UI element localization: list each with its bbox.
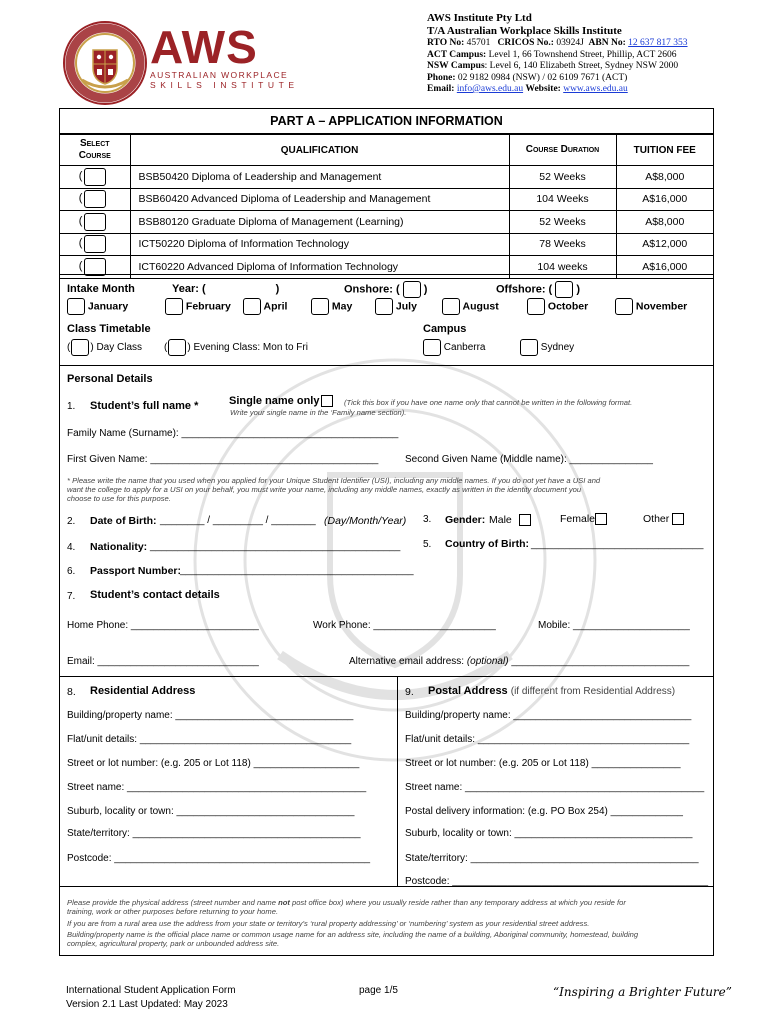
residential-field[interactable]: Street or lot number: (e.g. 205 or Lot 118) ___________________: [67, 758, 360, 769]
month-checkbox[interactable]: [165, 298, 183, 315]
month-label: May: [331, 300, 353, 313]
duration-header: Course Duration: [509, 135, 616, 166]
home-phone-field[interactable]: Home Phone: _______________________: [67, 620, 259, 631]
single-name-label: Single name only: [229, 395, 320, 407]
month-checkbox[interactable]: [527, 298, 545, 315]
female-label: Female: [560, 513, 596, 525]
intake-separator-top: [60, 274, 713, 275]
month-option-april[interactable]: [243, 298, 287, 315]
canberra-checkbox[interactable]: [423, 339, 441, 356]
slogan: “Inspiring a Brighter Future”: [553, 985, 732, 999]
course-select-checkbox[interactable]: [84, 190, 106, 208]
day-class-checkbox[interactable]: [71, 339, 89, 356]
day-class-label: ) Day Class: [90, 342, 143, 354]
select-header-line2: Course: [78, 150, 111, 161]
canberra-option[interactable]: [423, 339, 485, 356]
select-header-line1: Select: [79, 138, 110, 149]
course-select-checkbox[interactable]: [84, 168, 106, 186]
personal-details-heading: Personal Details: [67, 373, 153, 385]
postal-title: Postal Address: [428, 685, 508, 697]
gender-male-option[interactable]: [489, 514, 531, 526]
fee-header: TUITION FEE: [616, 135, 713, 166]
rto-value: 45701: [466, 38, 491, 48]
notes-separator: [60, 886, 713, 887]
q4-number: 4.: [67, 542, 76, 553]
course-duration: 52 Weeks: [509, 166, 616, 189]
usi-note-1: * Please write the name that you used when you applied for your Unique Student Identifier (USI), including any middle names. If you do not yet have a USI and: [67, 476, 601, 485]
org-registration: [427, 38, 688, 50]
onshore-close: ): [423, 283, 428, 296]
first-given-name-field[interactable]: First Given Name: _________________________________________: [67, 454, 379, 465]
form-name: International Student Application Form: [66, 985, 236, 996]
course-fee: A$16,000: [616, 256, 713, 279]
other-label: Other: [643, 513, 670, 525]
select-course-header: [60, 135, 130, 166]
application-form-frame: [59, 108, 714, 956]
postal-address-heading: [428, 685, 675, 697]
offshore-option[interactable]: [496, 281, 580, 298]
other-checkbox[interactable]: [672, 513, 684, 525]
abn-label: ABN No:: [588, 38, 626, 48]
postal-number: 9.: [405, 686, 414, 698]
month-option-november[interactable]: [615, 298, 687, 315]
month-checkbox[interactable]: [243, 298, 261, 315]
evening-class-option[interactable]: ( ) Evening Class: Mon to Fri: [164, 339, 308, 356]
course-qualification: ICT60220 Advanced Diploma of Information Technology: [130, 256, 509, 279]
offshore-close: ): [576, 283, 581, 296]
month-label: November: [635, 300, 688, 313]
intake-month-label: Intake Month: [67, 283, 135, 295]
evening-class-checkbox[interactable]: [168, 339, 186, 356]
personal-separator: [60, 365, 713, 366]
course-qualification: BSB50420 Diploma of Leadership and Management: [130, 166, 509, 189]
nationality-label: Nationality:: [90, 541, 148, 553]
form-version: Version 2.1 Last Updated: May 2023: [66, 999, 228, 1010]
sydney-label: Sydney: [540, 342, 575, 354]
month-label: August: [462, 300, 499, 313]
address-note-2: training, work or other purposes before returning to your home.: [67, 907, 279, 916]
month-label: July: [395, 300, 417, 313]
male-checkbox[interactable]: [519, 514, 531, 526]
org-act-campus: [427, 50, 688, 62]
act-label: ACT Campus:: [427, 49, 487, 60]
evening-class-label: ) Evening Class: Mon to Fri: [187, 342, 308, 354]
postal-field[interactable]: Postcode: ______________________________________________: [405, 876, 709, 887]
postal-field[interactable]: State/territory: _________________________________________: [405, 853, 699, 864]
canberra-label: Canberra: [443, 342, 486, 354]
q1-number: 1.: [67, 401, 76, 412]
website-label: Website:: [525, 84, 561, 94]
month-label: October: [547, 300, 589, 313]
brand-name: AWS: [150, 21, 258, 73]
residential-field[interactable]: State/territory: _________________________________________: [67, 828, 361, 839]
month-option-october[interactable]: [527, 298, 588, 315]
postal-field[interactable]: Building/property name: ________________________________: [405, 710, 692, 721]
address-note-3: If you are from a rural area use the address from your state or territory’s ‘rural property addressing’ or ‘numbering’ system as your residential street address.: [67, 919, 590, 928]
month-option-august[interactable]: [442, 298, 499, 315]
usi-note-3: choose to use for this purpose.: [67, 494, 171, 503]
single-name-checkbox[interactable]: [321, 395, 333, 407]
nationality-field[interactable]: _____________________________________________: [150, 541, 401, 552]
course-duration: 104 Weeks: [509, 188, 616, 211]
course-fee: A$8,000: [616, 211, 713, 234]
alt-email-optional: (optional): [466, 656, 509, 667]
course-select-cell[interactable]: [60, 211, 130, 234]
org-name: AWS Institute Pty Ltd: [427, 12, 532, 24]
course-duration: 78 Weeks: [509, 233, 616, 256]
brand-subtitle-line2: SKILLS INSTITUTE: [150, 80, 299, 90]
offshore-label: Offshore: (: [496, 283, 553, 296]
course-qualification: BSB60420 Advanced Diploma of Leadership and Management: [130, 188, 509, 211]
residential-field[interactable]: Postcode: ______________________________________________: [67, 853, 371, 864]
month-checkbox[interactable]: [375, 298, 393, 315]
sydney-option[interactable]: [520, 339, 574, 356]
cricos-value: 03924J: [556, 38, 584, 48]
single-name-note-2: Write your single name in the ‘Family name section).: [230, 408, 407, 417]
dob-format: (Day/Month/Year): [324, 515, 407, 527]
nsw-address: : Level 6, 140 Elizabeth Street, Sydney NSW 2000: [484, 61, 679, 71]
org-phone: [427, 73, 688, 85]
course-row[interactable]: [60, 211, 713, 234]
onshore-option[interactable]: [344, 281, 427, 298]
month-checkbox[interactable]: [442, 298, 460, 315]
year-label: [172, 283, 279, 295]
page-number: page 1/5: [359, 985, 398, 996]
address-note-1: [67, 898, 626, 907]
address-note-1c: post office box) where you usually reside rather than any temporary address at which you reside for: [289, 898, 626, 907]
residential-number: 8.: [67, 686, 76, 698]
offshore-checkbox[interactable]: [555, 281, 573, 298]
postal-field[interactable]: Street or lot number: (e.g. 205 or Lot 118) ________________: [405, 758, 681, 769]
male-label: Male: [489, 514, 512, 526]
second-given-name-field[interactable]: Second Given Name (Middle name): _______________: [405, 454, 653, 465]
course-row[interactable]: [60, 233, 713, 256]
gender-label: Gender:: [445, 514, 486, 526]
usi-note-2: want the college to apply for a USI on your behalf, you must write your name, including any middle names, exactly as written in the identity document you: [67, 485, 582, 494]
month-option-may[interactable]: [311, 298, 352, 315]
family-name-field[interactable]: Family Name (Surname): _______________________________________: [67, 428, 399, 439]
year-open: Year: (: [172, 283, 206, 295]
course-fee: A$16,000: [616, 188, 713, 211]
phone-label: Phone:: [427, 72, 456, 83]
email-label: Email:: [427, 84, 455, 94]
postal-field[interactable]: Flat/unit details: ______________________________________: [405, 734, 690, 745]
address-separator: [60, 676, 713, 677]
course-table-header: [60, 135, 713, 166]
month-checkbox[interactable]: [67, 298, 85, 315]
course-fee: A$12,000: [616, 233, 713, 256]
email-field[interactable]: Email: _____________________________: [67, 656, 259, 667]
work-phone-field[interactable]: Work Phone: ______________________: [313, 620, 496, 631]
alt-email-field[interactable]: [349, 656, 689, 667]
month-checkbox[interactable]: [615, 298, 633, 315]
residential-address-heading: Residential Address: [90, 685, 196, 697]
q7-number: 7.: [67, 591, 76, 602]
postal-title-note: (if different from Residential Address): [510, 686, 676, 697]
residential-field[interactable]: Street name: ___________________________________________: [67, 782, 367, 793]
rto-label: RTO No:: [427, 38, 465, 48]
dob-label: Date of Birth:: [90, 515, 157, 527]
course-qualification: ICT50220 Diploma of Information Technology: [130, 233, 509, 256]
residential-field[interactable]: Suburb, locality or town: ________________________________: [67, 806, 355, 817]
q2-number: 2.: [67, 516, 76, 527]
month-label: January: [87, 300, 129, 313]
address-note-1a: Please provide the physical address (street number and name: [67, 898, 279, 907]
cricos-label: CRICOS No.:: [497, 38, 554, 48]
organization-details: [427, 12, 688, 96]
onshore-label: Onshore: (: [344, 283, 400, 296]
course-duration: 52 Weeks: [509, 211, 616, 234]
website-link[interactable]: www.aws.edu.au: [563, 84, 628, 94]
postal-field[interactable]: Street name: ___________________________________________: [405, 782, 705, 793]
course-row[interactable]: [60, 188, 713, 211]
address-note-1b: not: [278, 898, 290, 907]
passport-label: Passport Number:: [90, 565, 182, 577]
postal-field[interactable]: Suburb, locality or town: ________________________________: [405, 828, 693, 839]
year-close: ): [275, 283, 280, 295]
sydney-checkbox[interactable]: [520, 339, 538, 356]
course-select-checkbox[interactable]: [84, 213, 106, 231]
country-of-birth-label: Country of Birth:: [445, 538, 529, 550]
email-link[interactable]: info@aws.edu.au: [456, 84, 524, 94]
onshore-checkbox[interactable]: [403, 281, 421, 298]
passport-field[interactable]: __________________________________________: [180, 565, 414, 576]
q6-number: 6.: [67, 566, 76, 577]
residential-field[interactable]: Flat/unit details: ______________________________________: [67, 734, 352, 745]
gender-other-option[interactable]: [643, 513, 684, 525]
female-checkbox[interactable]: [595, 513, 607, 525]
brand-subtitle-line1: AUSTRALIAN WORKPLACE: [150, 70, 289, 80]
course-select-cell[interactable]: [60, 166, 130, 189]
address-column-divider: [397, 676, 398, 886]
contact-details-label: Student’s contact details: [90, 589, 220, 601]
gender-female-option[interactable]: [560, 513, 607, 525]
country-of-birth-field[interactable]: _______________________________: [531, 539, 704, 550]
residential-field[interactable]: Building/property name: ________________________________: [67, 710, 354, 721]
course-selection-table: [60, 134, 713, 279]
class-timetable-label: Class Timetable: [67, 323, 151, 335]
q5-number: 5.: [423, 539, 432, 550]
postal-field[interactable]: Postal delivery information: (e.g. PO Box 254) _____________: [405, 806, 683, 817]
org-nsw-campus: [427, 61, 688, 73]
course-select-checkbox[interactable]: [84, 235, 106, 253]
institute-crest-logo: [62, 20, 148, 106]
qualification-header: QUALIFICATION: [130, 135, 509, 166]
day-class-option[interactable]: ( ) Day Class: [67, 339, 142, 356]
course-select-cell[interactable]: [60, 188, 130, 211]
month-option-february[interactable]: [165, 298, 231, 315]
full-name-label: Student’s full name *: [90, 400, 199, 412]
course-row[interactable]: [60, 166, 713, 189]
month-option-july[interactable]: [375, 298, 417, 315]
address-note-4: Building/property name is the official place name or common usage name for an address site, including the name of a building, Aboriginal community, homestead, building: [67, 930, 639, 939]
course-select-cell[interactable]: [60, 233, 130, 256]
org-email-web: [427, 84, 688, 96]
campus-label: Campus: [423, 323, 467, 335]
month-checkbox[interactable]: [311, 298, 329, 315]
month-label: February: [185, 300, 231, 313]
course-fee: A$8,000: [616, 166, 713, 189]
nsw-label: NSW Campus: [427, 61, 485, 71]
address-note-5: complex, agricultural property, park or unbounded address site.: [67, 939, 280, 948]
brand-block: [150, 21, 299, 90]
course-duration: 104 weeks: [509, 256, 616, 279]
month-label: April: [263, 300, 288, 313]
course-qualification: BSB80120 Graduate Diploma of Management (Learning): [130, 211, 509, 234]
alt-email-blank: ________________________________: [511, 656, 690, 667]
alt-email-label: Alternative email address:: [349, 656, 465, 667]
org-trading-as: T/A Australian Workplace Skills Institute: [427, 25, 622, 37]
single-name-note-1: (Tick this box if you have one name only that cannot be written in the following format.: [344, 398, 633, 407]
dob-field[interactable]: ________ / _________ / ________: [160, 515, 316, 526]
act-address: Level 1, 66 Townshend Street, Phillip, ACT 2606: [488, 49, 677, 60]
month-option-january[interactable]: [67, 298, 128, 315]
single-name-option[interactable]: [229, 395, 333, 407]
phone-value: 02 9182 0984 (NSW) / 02 6109 7671 (ACT): [457, 72, 628, 83]
q3-number: 3.: [423, 514, 432, 525]
part-a-title: PART A – APPLICATION INFORMATION: [60, 109, 713, 134]
abn-link[interactable]: 12 637 817 353: [628, 38, 688, 48]
mobile-field[interactable]: Mobile: _____________________: [538, 620, 690, 631]
